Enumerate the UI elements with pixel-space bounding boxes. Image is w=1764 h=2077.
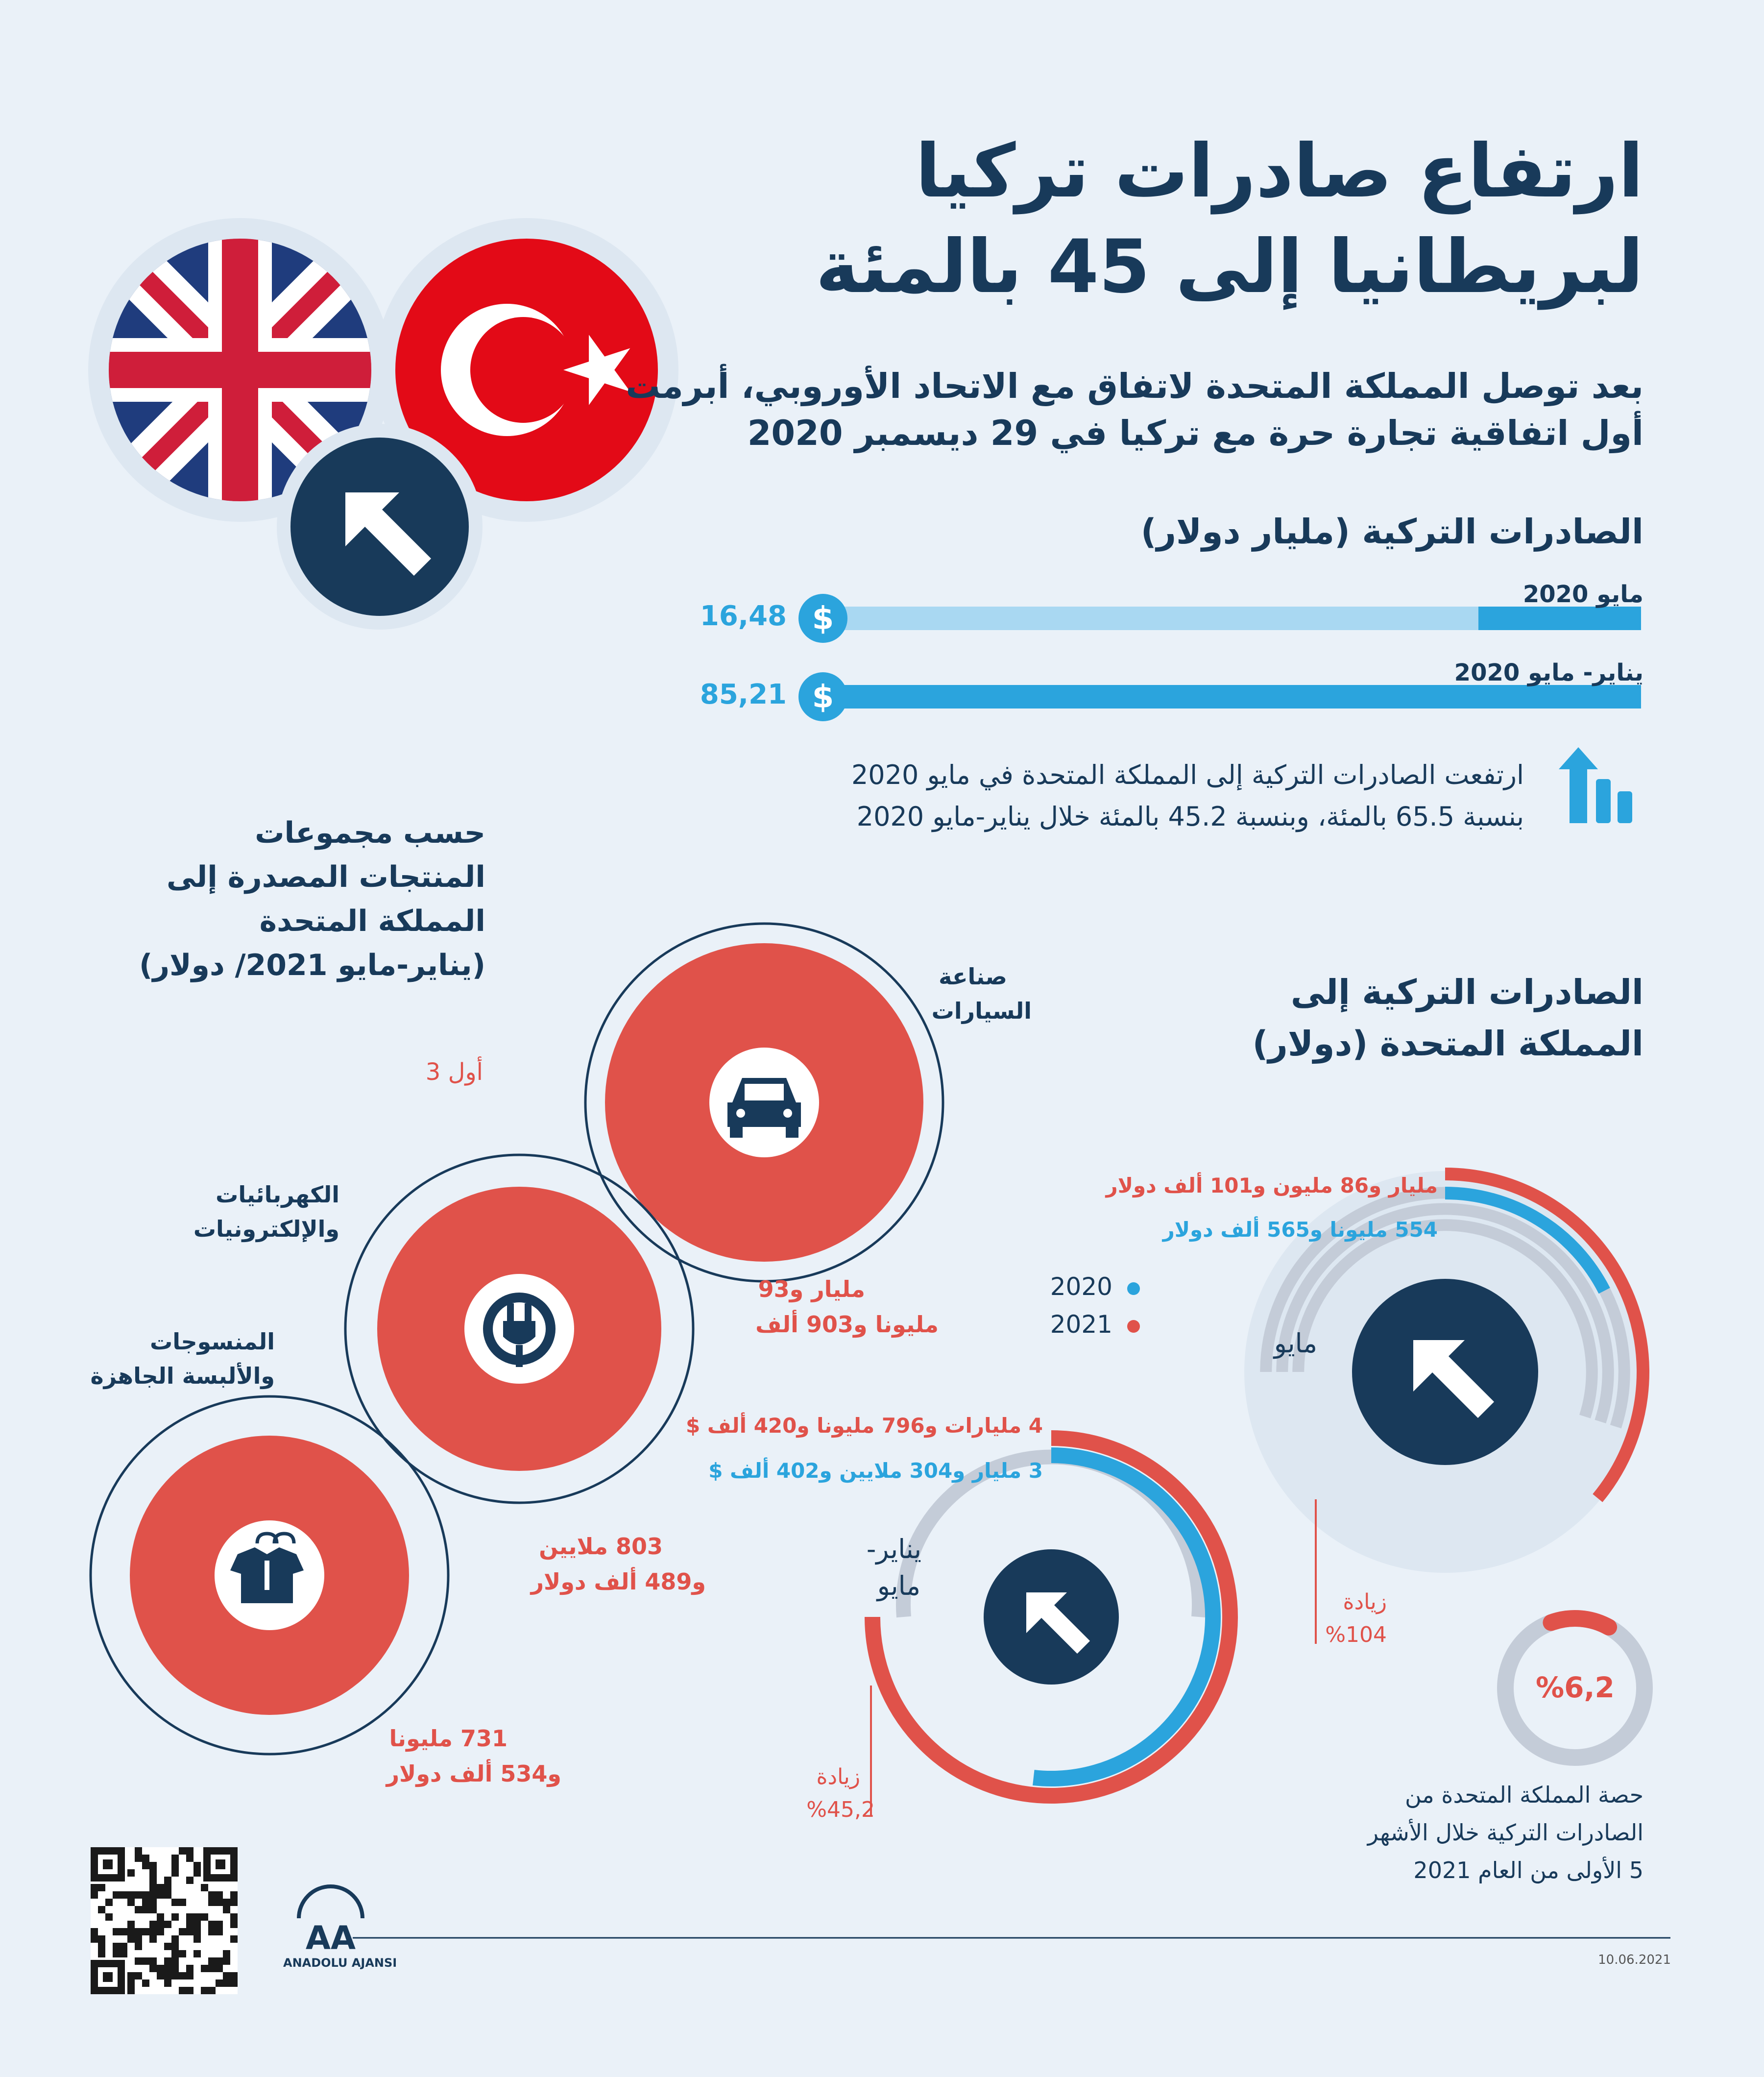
may-increase-label: زيادة (1343, 1589, 1387, 1614)
legend-label-2020: 2020 (1050, 1272, 1112, 1301)
products-heading-line3: المملكة المتحدة (259, 904, 485, 938)
legend-label-2021: 2021 (1050, 1310, 1112, 1339)
svg-text:$: $ (812, 679, 834, 715)
jan-may-increase-label: زيادة (816, 1764, 860, 1789)
bar-value-jan-may: 85,21 (700, 679, 787, 710)
rising-bars-icon (1559, 747, 1632, 823)
exports-heading: الصادرات التركية (مليار دولار) (1140, 512, 1643, 552)
products-heading-line2: المنتجات المصدرة إلى (166, 860, 485, 894)
product-value-textiles-line1: 731 مليونا (389, 1725, 507, 1752)
product-value-cars-line1: مليار و93 (758, 1276, 865, 1302)
bar-fill-jan-may (828, 685, 1641, 709)
subtitle-line1: بعد توصل المملكة المتحدة لاتفاق مع الاتحاد الأوروبي، أبرمت (626, 366, 1643, 406)
publish-date: 10.06.2021 (1598, 1953, 1671, 1967)
jan-may-label-line2: مايو (877, 1570, 920, 1601)
bar-value-may: 16,48 (700, 600, 787, 632)
may-value-2021: مليار و86 مليون و101 ألف دولار (1106, 1173, 1438, 1197)
svg-text:AA: AA (305, 1919, 356, 1957)
product-value-textiles-line2: و534 ألف دولار (386, 1760, 561, 1787)
qr-code-icon (91, 1847, 238, 1994)
jan-may-increase-value: %45,2 (806, 1797, 875, 1822)
bar-label-may: مايو 2020 (1522, 581, 1643, 608)
exports-note-line1: ارتفعت الصادرات التركية إلى المملكة المتحدة في مايو 2020 (851, 759, 1524, 790)
jan-may-ring-chart (871, 1438, 1230, 1815)
bar-fill-may (1478, 607, 1641, 630)
aa-arrow-logo-icon (277, 424, 483, 630)
product-circle-cars (585, 924, 943, 1281)
legend-dot-2021 (1127, 1320, 1140, 1333)
product-label-cars-line1: صناعة (939, 963, 1007, 990)
share-caption-line2: الصادرات التركية خلال الأشهر (1367, 1819, 1643, 1846)
may-value-2020: 554 مليونا و565 ألف دولار (1162, 1218, 1438, 1242)
products-heading-line1: حسب مجموعات (255, 816, 485, 850)
share-value: %6,2 (1536, 1671, 1615, 1704)
top3-label: أول 3 (425, 1058, 483, 1086)
jan-may-value-2020: 3 مليار و304 ملايين و402 ألف $ (708, 1459, 1043, 1483)
product-label-electronics-line2: والإلكترونيات (193, 1216, 339, 1242)
legend-dot-2020 (1127, 1282, 1140, 1295)
page-title-line2: لبريطانيا إلى 45 بالمئة (815, 224, 1643, 310)
exports-bar-chart (798, 594, 1641, 721)
share-caption-line1: حصة المملكة المتحدة من (1405, 1782, 1643, 1808)
bar-label-jan-may: يناير- مايو 2020 (1454, 659, 1643, 686)
product-label-electronics-line1: الكهربائيات (216, 1181, 339, 1208)
may-increase-value: %104 (1325, 1622, 1387, 1647)
may-ring-chart (1244, 1171, 1646, 1644)
product-value-electronics-line2: و489 ألف دولار (531, 1568, 706, 1595)
product-value-cars-line2: مليونا و903 ألف (755, 1311, 939, 1338)
jan-may-label-line1: يناير- (866, 1534, 921, 1564)
share-arc (1551, 1618, 1609, 1627)
subtitle-line2: أول اتفاقية تجارة حرة مع تركيا في 29 ديسمبر 2020 (747, 413, 1643, 453)
jan-may-value-2021: 4 مليارات و796 مليونا و420 ألف $ (686, 1414, 1043, 1438)
page-title-line1: ارتفاع صادرات تركيا (915, 129, 1643, 214)
share-caption-line3: 5 الأولى من العام 2021 (1413, 1857, 1643, 1883)
product-value-electronics-line1: 803 ملايين (539, 1533, 663, 1560)
uk-exports-heading-line1: الصادرات التركية إلى (1290, 972, 1643, 1012)
dollar-icon (798, 672, 847, 721)
exports-note-line2: بنسبة 65.5 بالمئة، وبنسبة 45.2 بالمئة خلال يناير-مايو 2020 (856, 801, 1524, 832)
product-label-cars-line2: السيارات (931, 998, 1032, 1024)
products-heading-line4: (يناير-مايو 2021/ دولار) (139, 948, 485, 982)
may-month-label: مايو (1274, 1328, 1317, 1359)
product-label-textiles-line2: والألبسة الجاهزة (90, 1363, 275, 1389)
agency-name: ANADOLU AJANSI (283, 1956, 397, 1970)
svg-text:$: $ (812, 601, 834, 637)
dollar-icon (798, 594, 847, 643)
uk-exports-heading-line2: المملكة المتحدة (دولار) (1252, 1024, 1643, 1064)
aa-agency-logo-icon (299, 1886, 362, 1957)
product-label-textiles-line1: المنسوجات (150, 1328, 275, 1355)
